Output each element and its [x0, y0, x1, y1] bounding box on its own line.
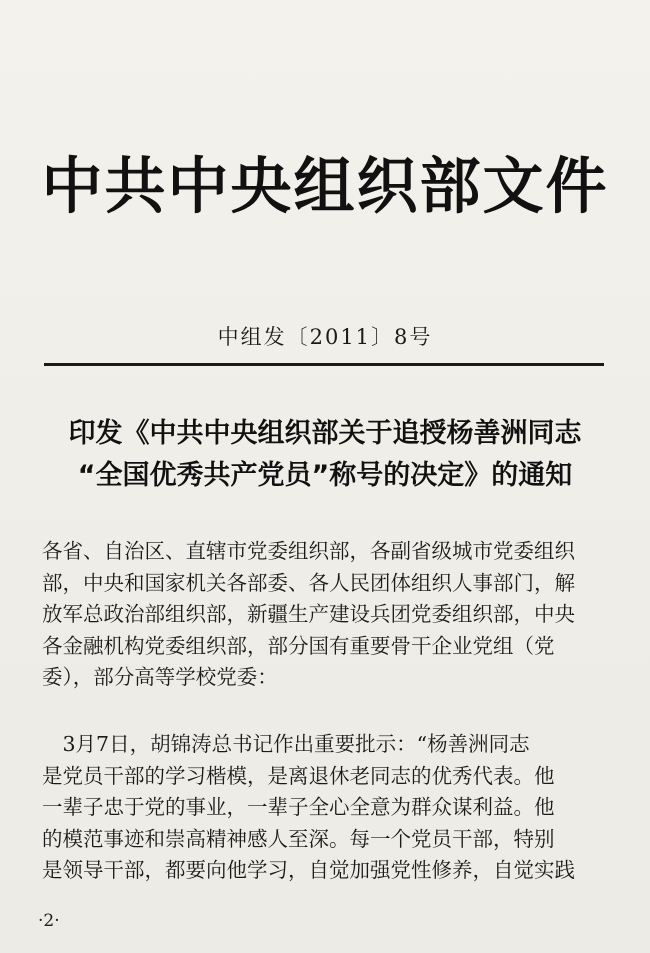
- text-line: 的模范事迹和崇高精神感人至深。每一个党员干部，特别: [42, 826, 555, 851]
- text-line: 是党员干部的学习楷模，是离退休老同志的优秀代表。他: [42, 763, 555, 788]
- text-line: 部，中央和国家机关各部委、各人民团体组织人事部门，解: [42, 570, 575, 595]
- text-line: 是领导干部，都要向他学习，自觉加强党性修养，自觉实践: [42, 858, 575, 883]
- text-line: 各金融机构党委组织部，部分国有重要骨干企业党组（党: [42, 633, 555, 658]
- text-line: 放军总政治部组织部，新疆生产建设兵团党委组织部，中央: [42, 602, 575, 627]
- issuer-title: 中共中央组织部文件: [41, 151, 609, 222]
- notice-title: [30, 413, 620, 497]
- header-divider: [44, 363, 604, 366]
- notice-title-line: 印发《中共中央组织部关于追授杨善洲同志: [68, 418, 582, 449]
- body-paragraph: [42, 729, 610, 887]
- page-number: ·2·: [38, 911, 60, 931]
- text-line: 各省、自治区、直辖市党委组织部，各副省级城市党委组织: [42, 539, 575, 563]
- notice-title-line: “全国优秀共产党员”称号的决定》的通知: [77, 460, 573, 491]
- addressee-paragraph: [42, 536, 610, 694]
- text-line: 委），部分高等学校党委：: [42, 665, 278, 690]
- text-line: 3月7日，胡锦涛总书记作出重要批示：“杨善洲同志: [42, 732, 530, 756]
- document-number: 中组发〔2011〕8号: [217, 325, 433, 349]
- text-line: 一辈子忠于党的事业，一辈子全心全意为群众谋利益。他: [42, 795, 555, 820]
